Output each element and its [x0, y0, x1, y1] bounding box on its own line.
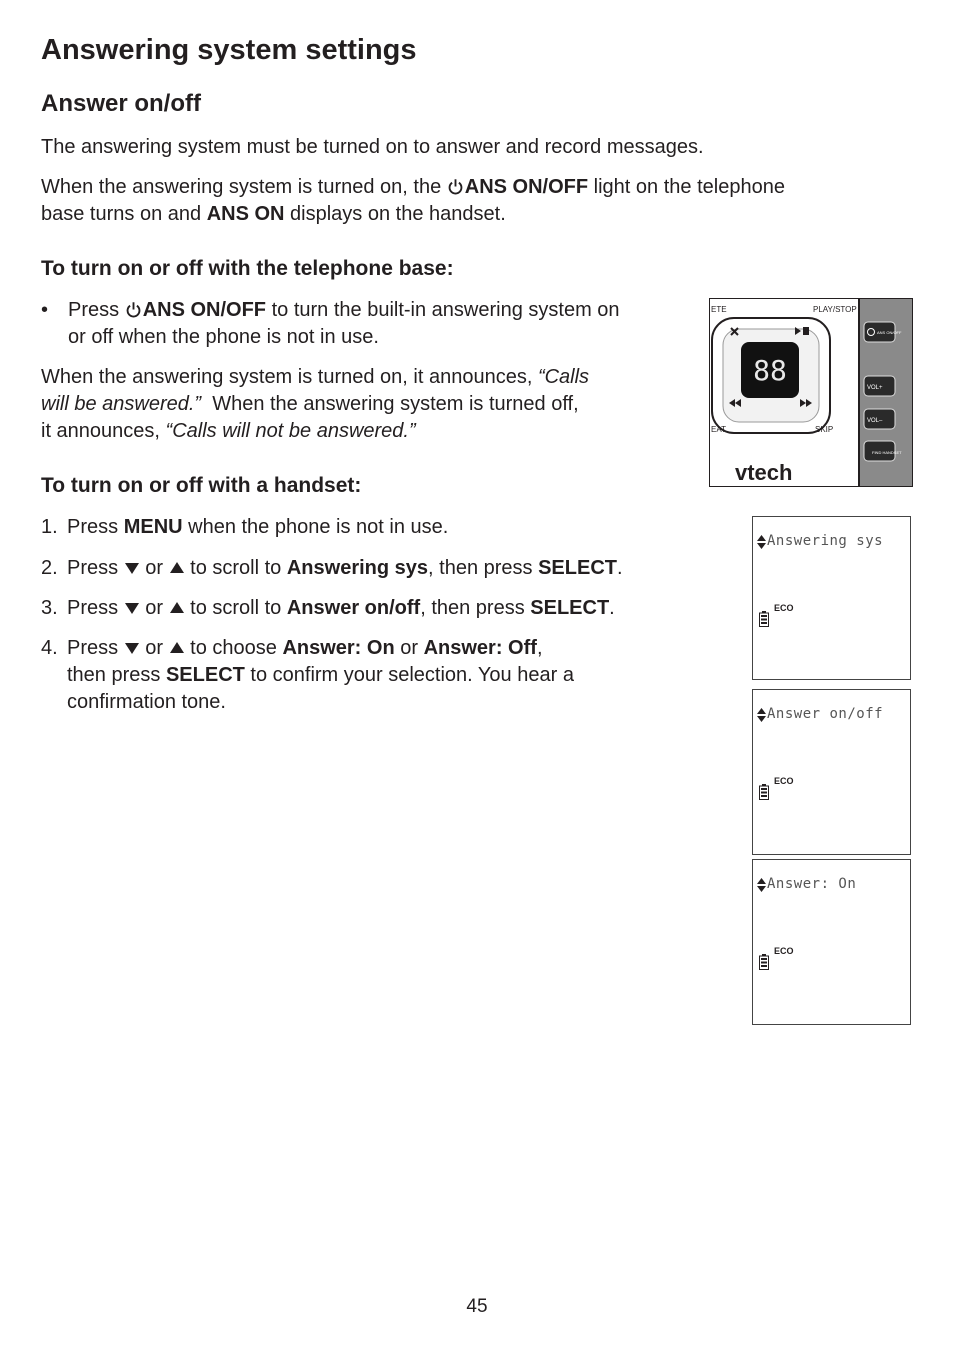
page-title: Answering system settings [41, 34, 417, 66]
handset-screen-answer-on [752, 859, 911, 1025]
telephone-base-illustration [709, 298, 913, 487]
down-arrow-icon [124, 601, 140, 615]
base-display-digits: 88 [753, 354, 787, 387]
label-skip: SKIP [815, 425, 834, 434]
power-icon [125, 301, 142, 318]
eco-label: ECO [774, 776, 794, 786]
volume-down-button [864, 409, 895, 429]
base-bullet: • Press ANS ON/OFF to turn the built-in answering system on or off when the phone is not in use. [41, 299, 620, 348]
volume-up-button [864, 376, 895, 396]
down-arrow-icon [124, 641, 140, 655]
up-arrow-icon [169, 561, 185, 575]
handset-screen-answer-on-off [752, 689, 911, 855]
label-play-stop: PLAY/STOP [813, 305, 857, 314]
step-4: 4. Press or to choose Answer: On or Answer: Off, then press SELECT to confirm your selection. You hear a confirmation tone. [41, 637, 574, 713]
scroll-arrows-icon [757, 708, 766, 722]
screen-text: Answer: On [767, 876, 857, 892]
svg-text:FIND HANDSET: FIND HANDSET [872, 450, 902, 455]
announcement-paragraph: When the answering system is turned on, it announces, “Calls will be answered.” When the answering system is turned off, it announces, “Calls will not be answered.” [41, 366, 590, 442]
battery-icon [759, 784, 769, 800]
ans-light-paragraph: When the answering system is turned on, the ANS ON/OFF light on the telephone base turns on and ANS ON displays on the handset. [41, 176, 785, 225]
screen-text: Answering sys [767, 533, 884, 549]
svg-text:VOL+: VOL+ [867, 385, 883, 391]
section-title: Answer on/off [41, 90, 201, 117]
label-delete: ETE [711, 305, 727, 314]
svg-text:ANS ON/OFF: ANS ON/OFF [877, 330, 902, 335]
eco-label: ECO [774, 603, 794, 613]
label-repeat: EAT [711, 425, 726, 434]
screen-text: Answer on/off [767, 706, 884, 722]
power-icon [447, 178, 464, 195]
up-arrow-icon [169, 601, 185, 615]
eco-label: ECO [774, 946, 794, 956]
battery-icon [759, 954, 769, 970]
intro-paragraph: The answering system must be turned on to answer and record messages. [41, 136, 704, 158]
svg-text:VOL–: VOL– [867, 418, 883, 424]
scroll-arrows-icon [757, 535, 766, 549]
base-heading: To turn on or off with the telephone base: [41, 257, 454, 280]
scroll-arrows-icon [757, 878, 766, 892]
battery-icon [759, 611, 769, 627]
up-arrow-icon [169, 641, 185, 655]
handset-screen-answering-sys [752, 516, 911, 680]
down-arrow-icon [124, 561, 140, 575]
vtech-logo: vtech [735, 460, 793, 485]
handset-heading: To turn on or off with a handset: [41, 474, 362, 497]
page-number: 45 [466, 1296, 488, 1317]
